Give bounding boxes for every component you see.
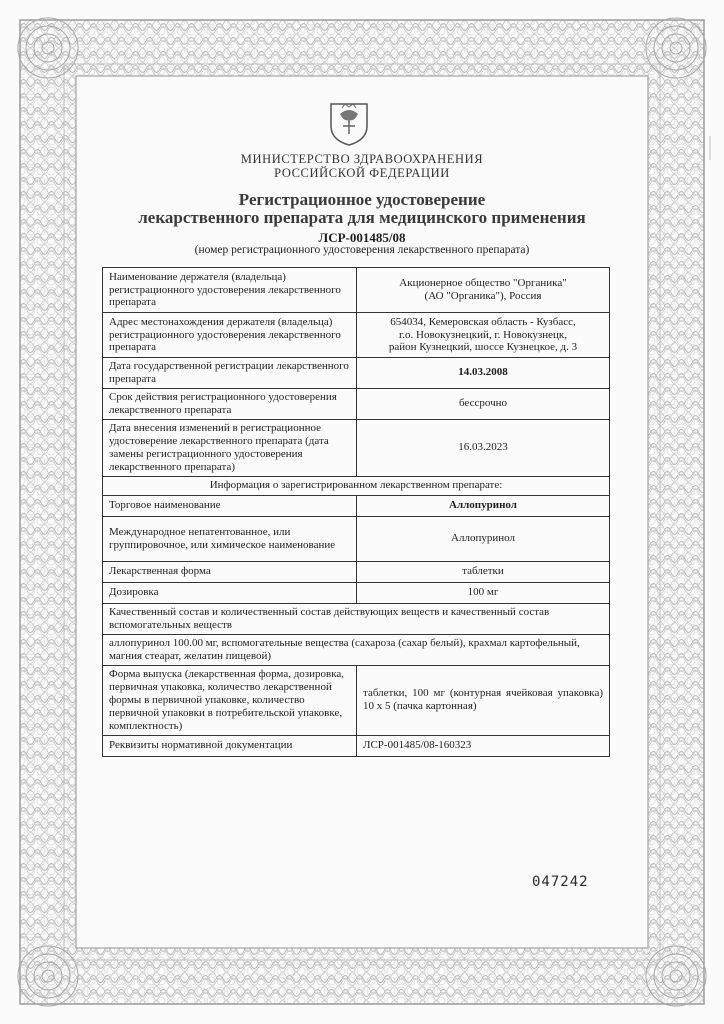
address-line-3: район Кузнецкий, шоссе Кузнецкое, д. 3: [388, 341, 578, 354]
dosage-label: Дозировка: [103, 582, 357, 603]
dosage-form-value: таблетки: [357, 561, 610, 582]
certificate-table: [102, 267, 610, 757]
table-row: [103, 268, 610, 313]
holder-name-value: [357, 268, 610, 313]
composition-value: аллопуринол 100.00 мг, вспомогательные вещества (сахароза (сахар белый), крахмал картофельный, магния стеарат, желатин пищевой): [103, 634, 610, 665]
certificate-title-line-2: лекарственного препарата для медицинского применения: [138, 208, 586, 227]
release-form-value: таблетки, 100 мг (контурная ячейковая упаковка) 10 х 5 (пачка картонная): [357, 665, 610, 735]
table-row: [103, 388, 610, 419]
table-row: [103, 735, 610, 756]
table-row: [103, 603, 610, 634]
table-row: [103, 582, 610, 603]
registration-date-value: 14.03.2008: [357, 358, 610, 389]
release-form-label: Форма выпуска (лекарственная форма, дозировка, первичная упаковка, количество лекарственной формы в первичной упаковке, количество первичной упаковки в потребительской упаковке, комплектность): [103, 665, 357, 735]
table-row: [103, 313, 610, 358]
changes-date-value: 16.03.2023: [357, 419, 610, 476]
validity-label: Срок действия регистрационного удостоверения лекарственного препарата: [103, 388, 357, 419]
certificate-title-line-1: Регистрационное удостоверение: [238, 190, 486, 209]
table-row: [103, 634, 610, 665]
ministry-line-1: МИНИСТЕРСТВО ЗДРАВООХРАНЕНИЯ: [240, 152, 484, 166]
holder-name-line-2: (АО "Органика"), Россия: [424, 290, 542, 302]
ministry-line-2: РОССИЙСКОЙ ФЕДЕРАЦИИ: [274, 166, 450, 180]
table-row: [103, 495, 610, 516]
table-row: [103, 358, 610, 389]
coat-of-arms-icon: [326, 98, 372, 146]
table-row: [103, 516, 610, 561]
inn-label: Международное непатентованное, или группировочное, или химическое наименование: [103, 516, 357, 561]
address-line-2: г.о. Новокузнецкий, г. Новокузнецк,: [398, 328, 567, 341]
table-row: [103, 476, 610, 495]
table-row: [103, 419, 610, 476]
dosage-value: 100 мг: [357, 582, 610, 603]
address-line-1: 654034, Кемеровская область - Кузбасс,: [390, 315, 576, 328]
table-row: [103, 665, 610, 735]
inn-value: Аллопуринол: [357, 516, 610, 561]
requisites-value: ЛСР-001485/08-160323: [357, 735, 610, 756]
holder-name-label: Наименование держателя (владельца) регистрационного удостоверения лекарственного препарата: [103, 268, 357, 313]
drug-info-heading: Информация о зарегистрированном лекарственном препарате:: [103, 476, 610, 495]
trade-name-label: Торговое наименование: [103, 495, 357, 516]
table-row: [103, 561, 610, 582]
validity-value: бессрочно: [357, 388, 610, 419]
composition-heading: Качественный состав и количественный состав действующих веществ и качественный состав вспомогательных веществ: [103, 603, 610, 634]
holder-address-label: Адрес местонахождения держателя (владельца) регистрационного удостоверения лекарственного препарата: [103, 313, 357, 358]
dosage-form-label: Лекарственная форма: [103, 561, 357, 582]
holder-address-value: [357, 313, 610, 358]
requisites-label: Реквизиты нормативной документации: [103, 735, 357, 756]
registration-number: ЛСР-001485/08: [318, 230, 406, 245]
holder-name-line-1: Акционерное общество "Органика": [399, 277, 567, 290]
trade-name-value: Аллопуринол: [357, 495, 610, 516]
registration-number-note: (номер регистрационного удостоверения лекарственного препарата): [194, 244, 530, 256]
registration-date-label: Дата государственной регистрации лекарственного препарата: [103, 358, 357, 389]
changes-date-label: Дата внесения изменений в регистрационное удостоверение лекарственного препарата (дата замены регистрационного удостоверения лекарственного препарата): [103, 419, 357, 476]
serial-number: 047242: [532, 874, 589, 890]
